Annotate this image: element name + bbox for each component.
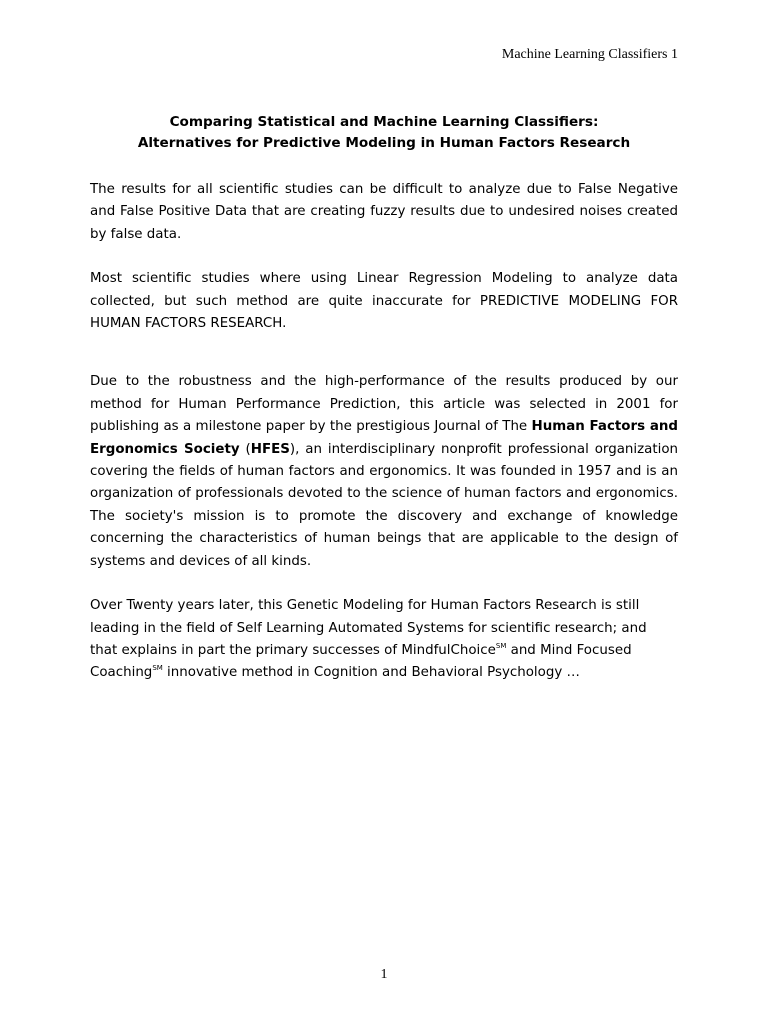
- paragraph-genetic-modeling: [90, 595, 678, 685]
- paragraph-hfes: [90, 371, 678, 573]
- service-mark-1: SM: [495, 641, 507, 650]
- document-title: [90, 112, 678, 154]
- hfes-acronym: HFES: [250, 441, 290, 457]
- running-head: Machine Learning Classifiers 1: [501, 47, 678, 62]
- service-mark-2: SM: [152, 664, 163, 673]
- paragraph-hfes-text-2: (: [239, 441, 251, 457]
- paragraph-hfes-text-3: ), an interdisciplinary nonprofit professional organization covering the fields of human factors and ergonomics. It was founded in 1957 and is an organization of professionals devoted to the science of human factors and ergonomics. The society's mission is to promote the discovery and exchange of knowledge concerning the characteristics of human beings that are applicable to the design of systems and devices of all kinds.: [90, 441, 678, 569]
- paragraph-false-data: The results for all scientific studies can be difficult to analyze due to False Negative and False Positive Data that are creating fuzzy results due to undesired noises created by false data.: [90, 182, 678, 242]
- body-text: [90, 179, 678, 707]
- paragraph-hfes-text-1: Due to the robustness and the high-performance of the results produced by our method for Human Performance Prediction, this article was selected in 2001 for publishing as a milestone paper by the prestigious Journal of The: [90, 374, 678, 435]
- page-number: 1: [380, 967, 388, 982]
- paragraph-genetic-text-2: and Mind Focused Coaching: [90, 642, 632, 681]
- title-line-1: Comparing Statistical and Machine Learning Classifiers:: [169, 114, 599, 130]
- hfes-society-name: Human Factors and Ergonomics Society: [90, 419, 678, 457]
- paragraph-linear-regression: Most scientific studies where using Linear Regression Modeling to analyze data collected, but such method are quite inaccurate for PREDICTIVE MODELING FOR HUMAN FACTORS RESEARCH.: [90, 271, 678, 332]
- paragraph-genetic-text-1: Over Twenty years later, this Genetic Modeling for Human Factors Research is still leading in the field of Self Learning Automated Systems for scientific research; and that explains in part the primary successes of MindfulChoice: [90, 598, 647, 658]
- paragraph-genetic-text-3: innovative method in Cognition and Behavioral Psychology …: [162, 665, 580, 681]
- title-line-2: Alternatives for Predictive Modeling in Human Factors Research: [137, 135, 631, 151]
